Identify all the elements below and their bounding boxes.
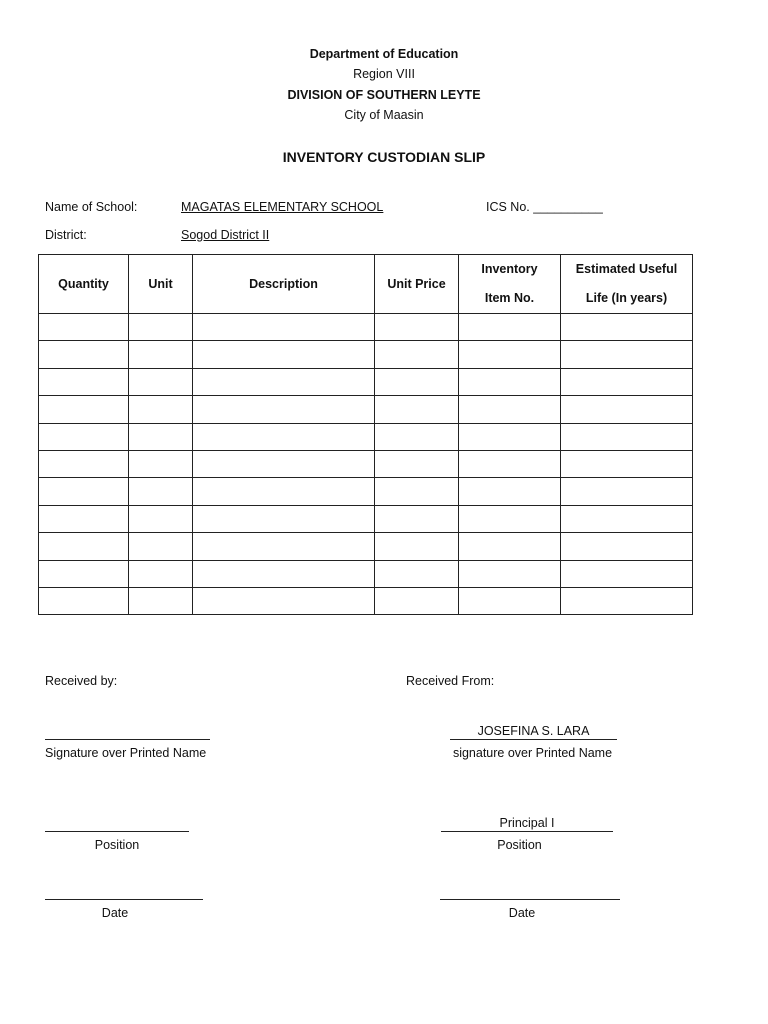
header-city: City of Maasin (344, 108, 424, 122)
table-cell[interactable] (39, 368, 129, 395)
table-cell[interactable] (459, 505, 561, 532)
table-cell[interactable] (375, 314, 459, 341)
table-cell[interactable] (129, 505, 193, 532)
table-row (39, 341, 693, 368)
table-row (39, 478, 693, 505)
table-cell[interactable] (39, 423, 129, 450)
table-cell[interactable] (375, 505, 459, 532)
table-cell[interactable] (39, 587, 129, 614)
form-title: INVENTORY CUSTODIAN SLIP (282, 149, 486, 165)
inventory-header-line1: Inventory (481, 262, 538, 276)
table-cell[interactable] (459, 533, 561, 560)
school-name: MAGATAS ELEMENTARY SCHOOL (181, 200, 384, 214)
table-cell[interactable] (561, 423, 693, 450)
table-cell[interactable] (561, 396, 693, 423)
table-cell[interactable] (193, 450, 375, 477)
table-cell[interactable] (375, 341, 459, 368)
table-cell[interactable] (561, 368, 693, 395)
table-cell[interactable] (193, 368, 375, 395)
table-cell[interactable] (459, 341, 561, 368)
table-cell[interactable] (129, 587, 193, 614)
table-cell[interactable] (129, 478, 193, 505)
table-row (39, 368, 693, 395)
table-row (39, 396, 693, 423)
district-label: District: (45, 228, 87, 242)
table-cell[interactable] (459, 368, 561, 395)
column-inventory-item-no (459, 255, 561, 314)
column-unit-price: Unit Price (375, 255, 459, 314)
received-by-date-line (45, 899, 203, 900)
useful-header-line1: Estimated Useful (575, 262, 678, 276)
column-description: Description (193, 255, 375, 314)
table-body (39, 314, 693, 615)
district-name: Sogod District II (181, 228, 270, 242)
header-region: Region VIII (353, 67, 415, 81)
table-cell[interactable] (459, 450, 561, 477)
table-cell[interactable] (193, 560, 375, 587)
table-cell[interactable] (561, 314, 693, 341)
received-by-position-caption: Position (94, 838, 140, 852)
table-cell[interactable] (561, 478, 693, 505)
table-cell[interactable] (129, 396, 193, 423)
table-cell[interactable] (129, 533, 193, 560)
table-cell[interactable] (375, 368, 459, 395)
table-cell[interactable] (193, 478, 375, 505)
inventory-header-line2: Item No. (484, 291, 535, 305)
received-from-position: Principal I (441, 816, 613, 832)
table-cell[interactable] (193, 587, 375, 614)
table-row (39, 423, 693, 450)
table-cell[interactable] (129, 560, 193, 587)
table-cell[interactable] (459, 314, 561, 341)
table-cell[interactable] (561, 533, 693, 560)
table-cell[interactable] (129, 314, 193, 341)
received-by-date-caption: Date (101, 906, 129, 920)
ics-label: ICS No. (486, 200, 530, 214)
table-cell[interactable] (561, 587, 693, 614)
table-cell[interactable] (39, 314, 129, 341)
received-from-date-line (440, 899, 620, 900)
table-cell[interactable] (375, 396, 459, 423)
received-from-name: JOSEFINA S. LARA (450, 724, 617, 740)
table-cell[interactable] (39, 560, 129, 587)
table-cell[interactable] (193, 505, 375, 532)
table-cell[interactable] (561, 560, 693, 587)
table-cell[interactable] (561, 450, 693, 477)
column-unit: Unit (129, 255, 193, 314)
received-from-date-caption: Date (508, 906, 536, 920)
table-cell[interactable] (39, 396, 129, 423)
table-row (39, 560, 693, 587)
table-cell[interactable] (375, 450, 459, 477)
table-cell[interactable] (193, 341, 375, 368)
useful-header-line2: Life (In years) (585, 291, 668, 305)
received-by-position-line (45, 831, 189, 832)
table-row (39, 533, 693, 560)
table-cell[interactable] (39, 505, 129, 532)
table-cell[interactable] (39, 533, 129, 560)
school-label: Name of School: (45, 200, 138, 214)
table-cell[interactable] (193, 314, 375, 341)
received-from-position-caption: Position (497, 838, 542, 852)
table-cell[interactable] (459, 587, 561, 614)
table-cell[interactable] (193, 533, 375, 560)
received-by-label: Received by: (45, 674, 118, 688)
table-cell[interactable] (459, 478, 561, 505)
table-cell[interactable] (561, 505, 693, 532)
received-by-signature-caption: Signature over Printed Name (45, 746, 207, 760)
table-cell[interactable] (375, 423, 459, 450)
received-by-signature-line (45, 739, 210, 740)
table-cell[interactable] (459, 560, 561, 587)
ics-blank: __________ (533, 200, 603, 214)
table-row (39, 505, 693, 532)
header-department: Department of Education (309, 47, 459, 61)
table-row (39, 314, 693, 341)
table-cell[interactable] (39, 450, 129, 477)
table-cell[interactable] (375, 478, 459, 505)
table-header-row (39, 255, 693, 314)
table-cell[interactable] (375, 560, 459, 587)
table-cell[interactable] (459, 396, 561, 423)
inventory-table (38, 254, 693, 615)
column-estimated-useful-life (561, 255, 693, 314)
table-cell[interactable] (129, 423, 193, 450)
table-row (39, 450, 693, 477)
table-cell[interactable] (39, 341, 129, 368)
table-cell[interactable] (129, 341, 193, 368)
table-cell[interactable] (129, 450, 193, 477)
table-cell[interactable] (561, 341, 693, 368)
received-from-label: Received From: (406, 674, 495, 688)
table-cell[interactable] (193, 396, 375, 423)
table-cell[interactable] (39, 478, 129, 505)
received-from-signature-caption: signature over Printed Name (452, 746, 613, 760)
table-cell[interactable] (375, 533, 459, 560)
header-division: DIVISION OF SOUTHERN LEYTE (287, 88, 481, 102)
table-cell[interactable] (193, 423, 375, 450)
table-cell[interactable] (459, 423, 561, 450)
table-row (39, 587, 693, 614)
table-cell[interactable] (129, 368, 193, 395)
ics-number (486, 200, 603, 214)
table-cell[interactable] (375, 587, 459, 614)
column-quantity: Quantity (39, 255, 129, 314)
